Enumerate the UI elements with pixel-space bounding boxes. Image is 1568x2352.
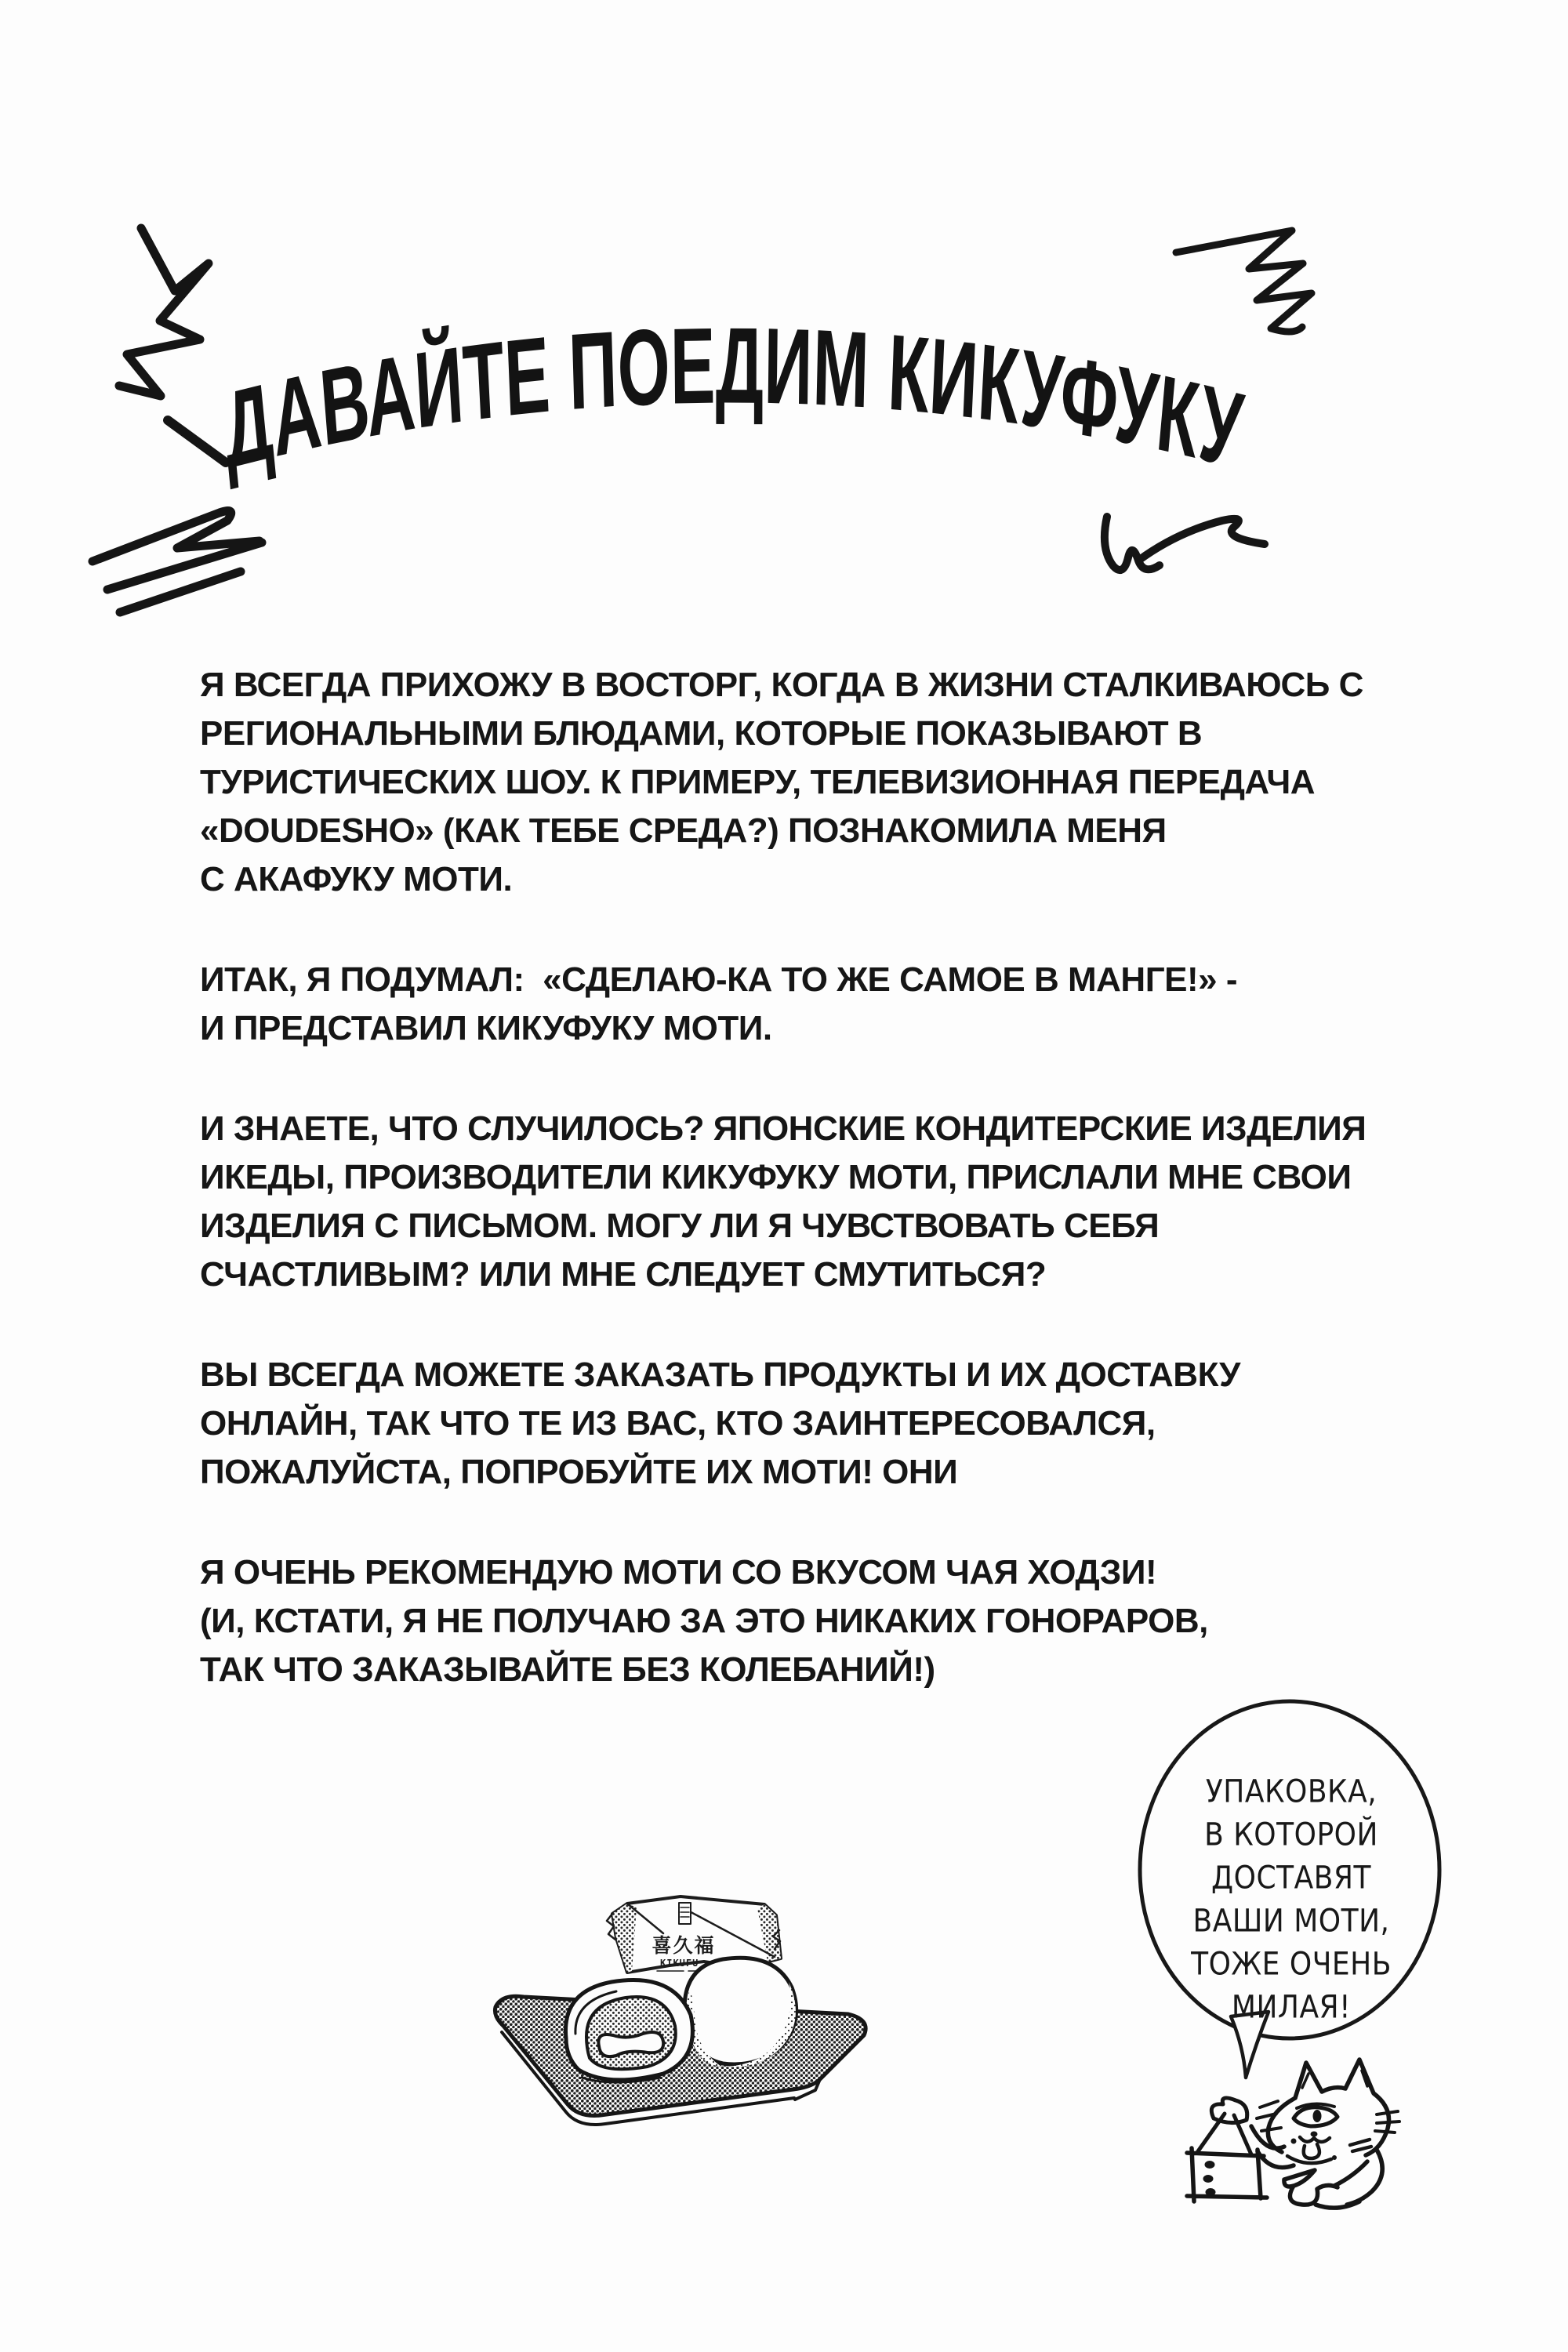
speed-lines-bottom-right: [1105, 517, 1265, 570]
speed-lines-bottom-left: [93, 511, 262, 612]
afterword-text: [200, 661, 1368, 1746]
text-line: ВЫ ВСЕГДА МОЖЕТЕ ЗАКАЗАТЬ ПРОДУКТЫ И ИХ ДОСТАВКУ: [200, 1356, 1240, 1394]
bubble-line: МИЛАЯ!: [1231, 1989, 1352, 2026]
bubble-line: В КОТОРОЙ: [1204, 1817, 1378, 1853]
cat-nose: [1311, 2132, 1318, 2137]
text-line: Я ВСЕГДА ПРИХОЖУ В ВОСТОРГ, КОГДА В ЖИЗНИ СТАЛКИВАЮСЬ С: [200, 666, 1363, 704]
text-line: Я ОЧЕНЬ РЕКОМЕНДУЮ МОТИ СО ВКУСОМ ЧАЯ ХОДЗИ!: [200, 1553, 1157, 1592]
text-line: РЕГИОНАЛЬНЫМИ БЛЮДАМИ, КОТОРЫЕ ПОКАЗЫВАЮТ В: [200, 714, 1203, 753]
cat-tongue: [1304, 2144, 1319, 2158]
text-line: ИКЕДЫ, ПРОИЗВОДИТЕЛИ КИКУФУКУ МОТИ, ПРИСЛАЛИ МНЕ СВОИ: [200, 1158, 1352, 1196]
speed-lines-top-left-flick: [168, 420, 226, 463]
page-title: ДАВАЙТЕ ПОЕДИМ КИКУФУКУ: [218, 305, 1248, 492]
paragraph: [200, 1351, 1368, 1497]
text-line: ПОЖАЛУЙСТА, ПОПРОБУЙТЕ ИХ МОТИ! ОНИ: [200, 1453, 958, 1491]
package-kanji-label: 喜久福: [652, 1934, 716, 1957]
paragraph: [200, 1105, 1368, 1299]
speed-lines-top-right: [1176, 230, 1312, 332]
bubble-line: УПАКОВКА,: [1205, 1773, 1377, 1810]
text-line: ТУРИСТИЧЕСКИХ ШОУ. К ПРИМЕРУ, ТЕЛЕВИЗИОННАЯ ПЕРЕДАЧА: [200, 763, 1316, 801]
cat-paw-on-handle: [1211, 2098, 1247, 2123]
text-line: ИТАК, Я ПОДУМАЛ: «СДЕЛАЮ-КА ТО ЖЕ САМОЕ В МАНГЕ!» -: [200, 960, 1237, 999]
paragraph: [200, 1548, 1368, 1694]
text-line: (И, КСТАТИ, Я НЕ ПОЛУЧАЮ ЗА ЭТО НИКАКИХ ГОНОРАРОВ,: [200, 1602, 1208, 1640]
text-line: СЧАСТЛИВЫМ? ИЛИ МНЕ СЛЕДУЕТ СМУТИТЬСЯ?: [200, 1255, 1047, 1294]
paragraph: [200, 956, 1368, 1053]
cat-wink-eye-icon: [1350, 2140, 1371, 2151]
speed-lines-top-left: [119, 228, 209, 396]
text-line: «DOUDESHO» (КАК ТЕБЕ СРЕДА?) ПОЗНАКОМИЛА МЕНЯ: [200, 811, 1167, 850]
text-line: И ПРЕДСТАВИЛ КИКУФУКУ МОТИ.: [200, 1009, 772, 1047]
paragraph: [200, 661, 1368, 904]
speech-bubble-text: [1143, 1770, 1439, 2029]
title-arc: [198, 252, 1269, 492]
gift-box-icon: [1187, 2114, 1267, 2201]
text-line: С АКАФУКУ МОТИ.: [200, 860, 513, 898]
mochi-cut-icon: [565, 1980, 692, 2082]
text-line: ИЗДЕЛИЯ С ПИСЬМОМ. МОГУ ЛИ Я ЧУВСТВОВАТЬ СЕБЯ: [200, 1207, 1160, 1245]
cat-illustration: [1187, 2060, 1399, 2208]
bubble-line: ВАШИ МОТИ,: [1192, 1903, 1390, 1940]
text-line: И ЗНАЕТЕ, ЧТО СЛУЧИЛОСЬ? ЯПОНСКИЕ КОНДИТЕРСКИЕ ИЗДЕЛИЯ: [200, 1109, 1367, 1148]
mochi-illustration: [495, 1896, 866, 2125]
bubble-line: ТОЖЕ ОЧЕНЬ: [1191, 1946, 1392, 1983]
package-latin-label: KIKUFU: [660, 1958, 699, 1969]
text-line: ТАК ЧТО ЗАКАЗЫВАЙТЕ БЕЗ КОЛЕБАНИЙ!): [200, 1650, 935, 1689]
svg-text:ДАВАЙТЕ ПОЕДИМ КИКУФУКУ: [219, 306, 1249, 492]
bubble-line: ДОСТАВЯТ: [1211, 1860, 1371, 1896]
text-line: ОНЛАЙН, ТАК ЧТО ТЕ ИЗ ВАС, КТО ЗАИНТЕРЕСОВАЛСЯ,: [200, 1404, 1156, 1443]
